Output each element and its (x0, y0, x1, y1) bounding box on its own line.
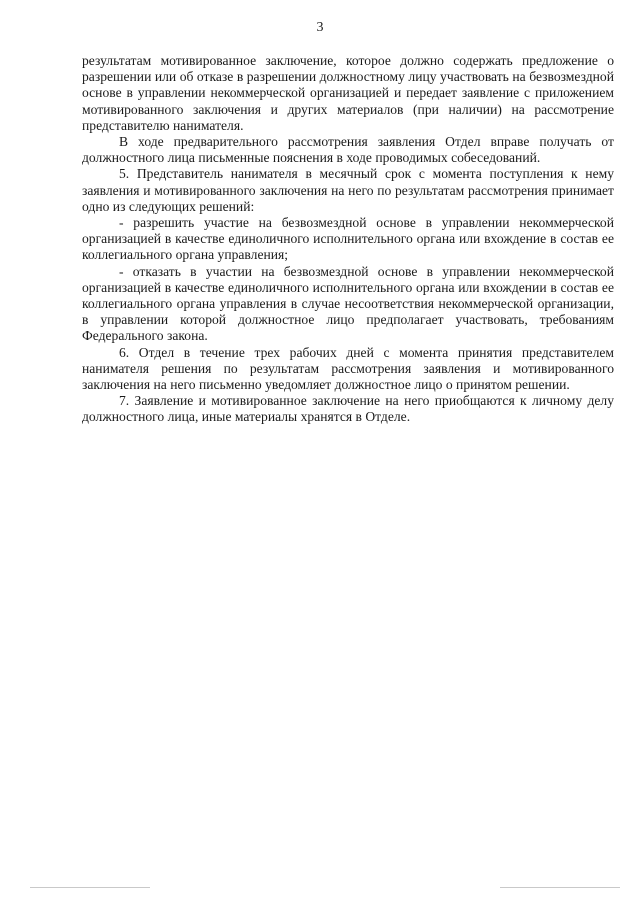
paragraph-option-refuse: - отказать в участии на безвозмездной основе в управлении некоммерческой организацией в качестве единоличного исполнительного органа или вхождении в состав ее коллегиального органа управления в случае несоответствия некоммерческой организации, в управлении которой должностное лицо предполагает участвовать, требованиям Федерального закона. (82, 263, 614, 344)
paragraph-item-6: 6. Отдел в течение трех рабочих дней с момента принятия представителем нанимателя решения по результатам рассмотрения заявления и мотивированного заключения на него письменно уведомляет должностное лицо о принятом решении. (82, 344, 614, 393)
footer-scan-line-left (30, 887, 150, 888)
paragraph-item-5: 5. Представитель нанимателя в месячный срок с момента поступления к нему заявления и мотивированного заключения на него по результатам рассмотрения принимает одно из следующих решений: (82, 166, 614, 214)
paragraph-continuation: результатам мотивированное заключение, которое должно содержать предложение о разрешении или об отказе в разрешении должностному лицу участвовать на безвозмездной основе в управлении некоммерческой организацией и передает заявление с приложением мотивированного заключения и других материалов (при наличии) на рассмотрение представителю нанимателя. (82, 53, 614, 133)
footer-scan-line-right (500, 887, 620, 888)
paragraph-item-7: 7. Заявление и мотивированное заключение на него приобщаются к личному делу должностного лица, иные материалы хранятся в Отделе. (82, 393, 614, 425)
paragraph-option-permit: - разрешить участие на безвозмездной основе в управлении некоммерческой организацией в качестве единоличного исполнительного органа или вхождение в состав ее коллегиального органа управления; (82, 215, 614, 263)
paragraph-preliminary-review: В ходе предварительного рассмотрения заявления Отдел вправе получать от должностного лица письменные пояснения в ходе проводимых собеседований. (82, 134, 614, 166)
document-body (82, 53, 614, 426)
page-number: 3 (316, 20, 324, 35)
